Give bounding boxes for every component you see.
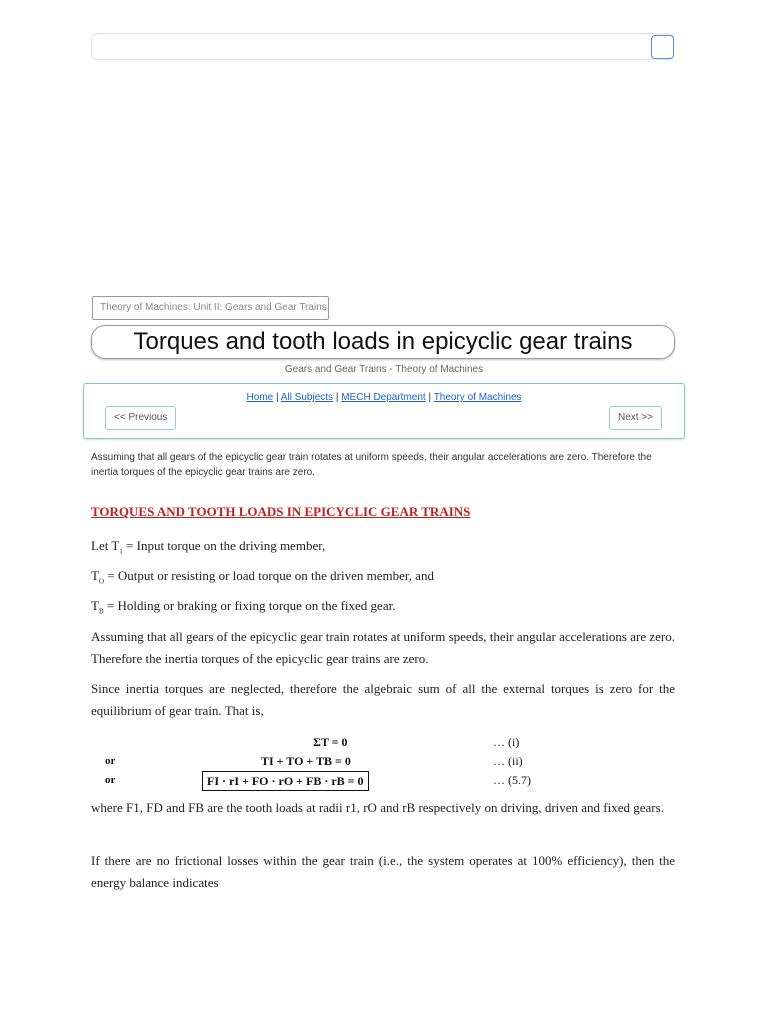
definition-output-torque: $T_O$ = Output or resisting or load torque on the driven member, and [91, 568, 434, 586]
search-bar[interactable] [91, 33, 674, 60]
breadcrumb [84, 392, 684, 403]
equation-number: … (ii) [493, 754, 523, 768]
breadcrumb-separator: | [428, 392, 432, 403]
equation-number: … (5.7) [493, 773, 531, 787]
category-label[interactable]: Theory of Machines: Unit II: Gears and Gear Trains [92, 296, 329, 320]
intro-paragraph: Assuming that all gears of the epicyclic gear train rotates at uniform speeds, their angular accelerations are zero. Therefore the inertia torques of the epicyclic gear trains are zero. [91, 452, 652, 478]
breadcrumb-separator: | [275, 392, 279, 403]
equation-number: … (i) [493, 735, 520, 749]
equation-row [91, 752, 531, 770]
equation-expression: TI + TO + TB = 0 [261, 754, 351, 768]
navigation-panel [83, 383, 685, 439]
breadcrumb-department-link[interactable]: MECH Department [341, 392, 426, 403]
page-title: Torques and tooth loads in epicyclic gear trains [133, 328, 633, 355]
equation-expression-boxed: FI · rI + FO · rO + FB · rB = 0 [202, 771, 369, 791]
equation-block [91, 731, 531, 793]
equation-row [91, 771, 531, 789]
equation-expression: ΣT = 0 [313, 735, 348, 749]
page-title-box [91, 325, 675, 359]
equation-row [91, 733, 531, 751]
equation-prefix: or [105, 755, 116, 767]
definition-holding-torque: $T_B$ = Holding or braking or fixing torque on the fixed gear. [91, 598, 396, 616]
section-heading: TORQUES AND TOOTH LOADS IN EPICYCLIC GEAR TRAINS [91, 504, 471, 519]
breadcrumb-subjects-link[interactable]: All Subjects [280, 392, 334, 403]
equation-prefix: or [105, 774, 116, 786]
breadcrumb-course-link[interactable]: Theory of Machines [433, 392, 522, 403]
paragraph-energy-balance: If there are no frictional losses within the gear train (i.e., the system operates at 100% efficiency), then the energy balance indicates [91, 853, 675, 890]
paragraph-equilibrium: Since inertia torques are neglected, therefore the algebraic sum of all the external torques is zero for the equilibrium of gear train. That is, [91, 681, 675, 718]
definition-input-torque: Let $T_1$ = Input torque on the driving member, [91, 538, 326, 556]
paragraph-assumption: Assuming that all gears of the epicyclic gear train rotates at uniform speeds, their angular accelerations are zero. Therefore the inertia torques of the epicyclic gear trains are zero. [91, 629, 675, 666]
page-subtitle: Gears and Gear Trains - Theory of Machines [284, 364, 484, 375]
search-button[interactable] [651, 35, 674, 59]
breadcrumb-separator: | [335, 392, 339, 403]
next-button[interactable]: Next >> [609, 406, 662, 430]
breadcrumb-home-link[interactable]: Home [246, 392, 274, 403]
previous-button[interactable]: << Previous [105, 406, 176, 430]
paragraph-tooth-loads: where F1, FD and FB are the tooth loads at radii r1, rO and rB respectively on driving, driven and fixed gears. [91, 800, 664, 815]
